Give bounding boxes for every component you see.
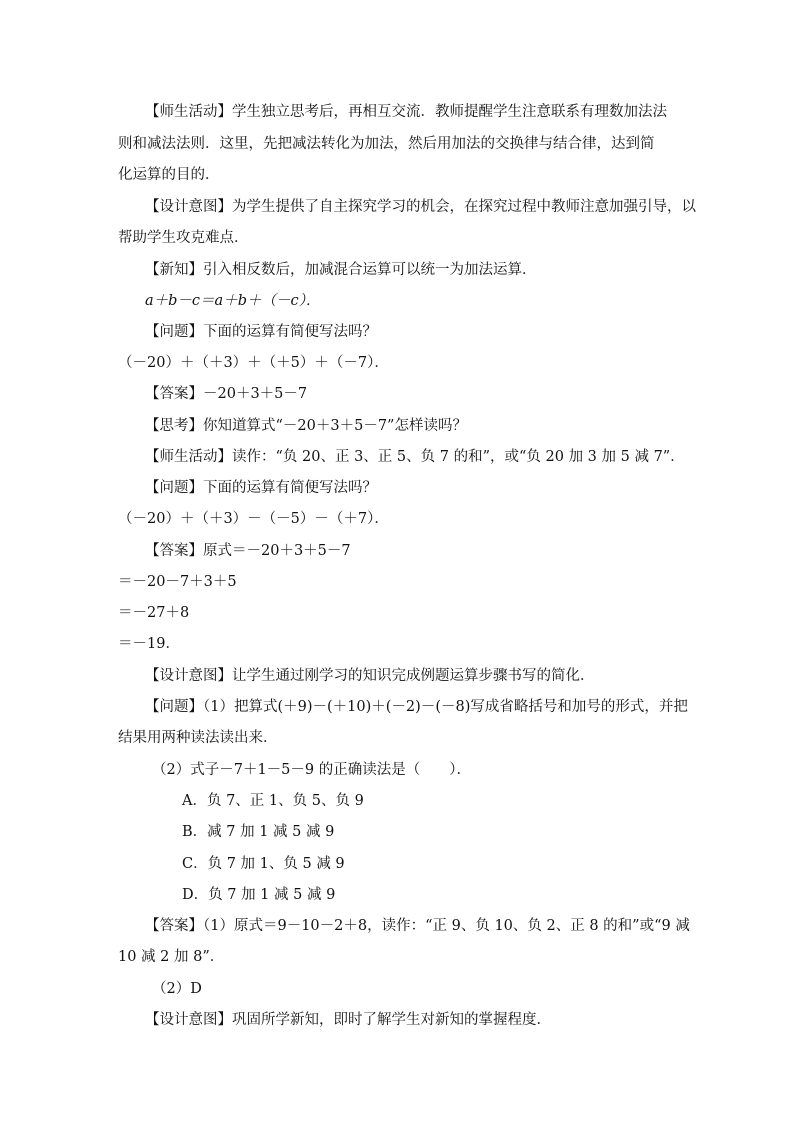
answer-2-step-4: ＝－19． bbox=[118, 636, 180, 652]
think-line: 【思考】你知道算式“－20＋3＋5－7”怎样读吗？ bbox=[145, 418, 467, 434]
teacher-activity-reading: 【师生活动】读作：“负 20、正 3、正 5、负 7 的和”，或“负 20 加 3 加 5 减 7”． bbox=[145, 449, 685, 465]
option-a: A．负 7、正 1、负 5、负 9 bbox=[182, 793, 364, 809]
expression-1: （－20）＋（＋3）＋（＋5）＋（－7）． bbox=[118, 355, 389, 371]
question-1: 【问题】下面的运算有简便写法吗？ bbox=[145, 324, 377, 340]
question-3-part-1-cont: 结果用两种读法读出来． bbox=[118, 730, 278, 746]
expression-2: （－20）＋（＋3）－（－5）－（＋7）． bbox=[118, 511, 389, 527]
design-intent-3: 【设计意图】巩固所学新知，即时了解学生对新知的掌握程度． bbox=[145, 1012, 551, 1028]
new-knowledge-line: 【新知】引入相反数后，加减混合运算可以统一为加法运算． bbox=[145, 262, 537, 278]
question-3-part-1: 【问题】（1）把算式(＋9)－(＋10)＋(－2)－(－8)写成省略括号和加号的形式，并把 bbox=[145, 699, 688, 715]
answer-2-step-3: ＝－27＋8 bbox=[118, 605, 190, 621]
option-b: B．减 7 加 1 减 5 减 9 bbox=[182, 824, 335, 840]
answer-3-part-1: 【答案】（1）原式＝9－10－2＋8，读作：“正 9、负 10、负 2、正 8 的和”或“9 减 bbox=[145, 918, 690, 934]
paragraph-design-intent-2: 帮助学生攻克难点． bbox=[118, 230, 249, 246]
paragraph-teacher-activity-3: 化运算的目的． bbox=[118, 167, 220, 183]
answer-3-part-2: （2）D bbox=[152, 981, 202, 997]
answer-3-part-1-cont: 10 减 2 加 8”． bbox=[118, 949, 225, 965]
answer-2-step-1: 【答案】原式＝－20＋3＋5－7 bbox=[145, 543, 351, 559]
option-d: D．负 7 加 1 减 5 减 9 bbox=[182, 887, 336, 903]
formula-line: a＋b－c＝a＋b＋（－c）． bbox=[145, 293, 321, 309]
design-intent-2: 【设计意图】让学生通过刚学习的知识完成例题运算步骤书写的简化． bbox=[145, 668, 595, 684]
option-c: C．负 7 加 1、负 5 减 9 bbox=[182, 856, 345, 872]
question-3-part-2: （2）式子－7＋1－5－9 的正确读法是（ ）． bbox=[152, 762, 471, 778]
answer-1: 【答案】－20＋3＋5－7 bbox=[145, 386, 308, 402]
paragraph-teacher-activity-1: 【师生活动】学生独立思考后，再相互交流．教师提醒学生注意联系有理数加法法 bbox=[145, 104, 667, 120]
question-2: 【问题】下面的运算有简便写法吗？ bbox=[145, 480, 377, 496]
paragraph-design-intent-1: 【设计意图】为学生提供了自主探究学习的机会，在探究过程中教师注意加强引导，以 bbox=[145, 199, 696, 215]
answer-2-step-2: ＝－20－7＋3＋5 bbox=[118, 574, 237, 590]
paragraph-teacher-activity-2: 则和减法法则．这里，先把减法转化为加法，然后用加法的交换律与结合律，达到简 bbox=[118, 136, 655, 152]
